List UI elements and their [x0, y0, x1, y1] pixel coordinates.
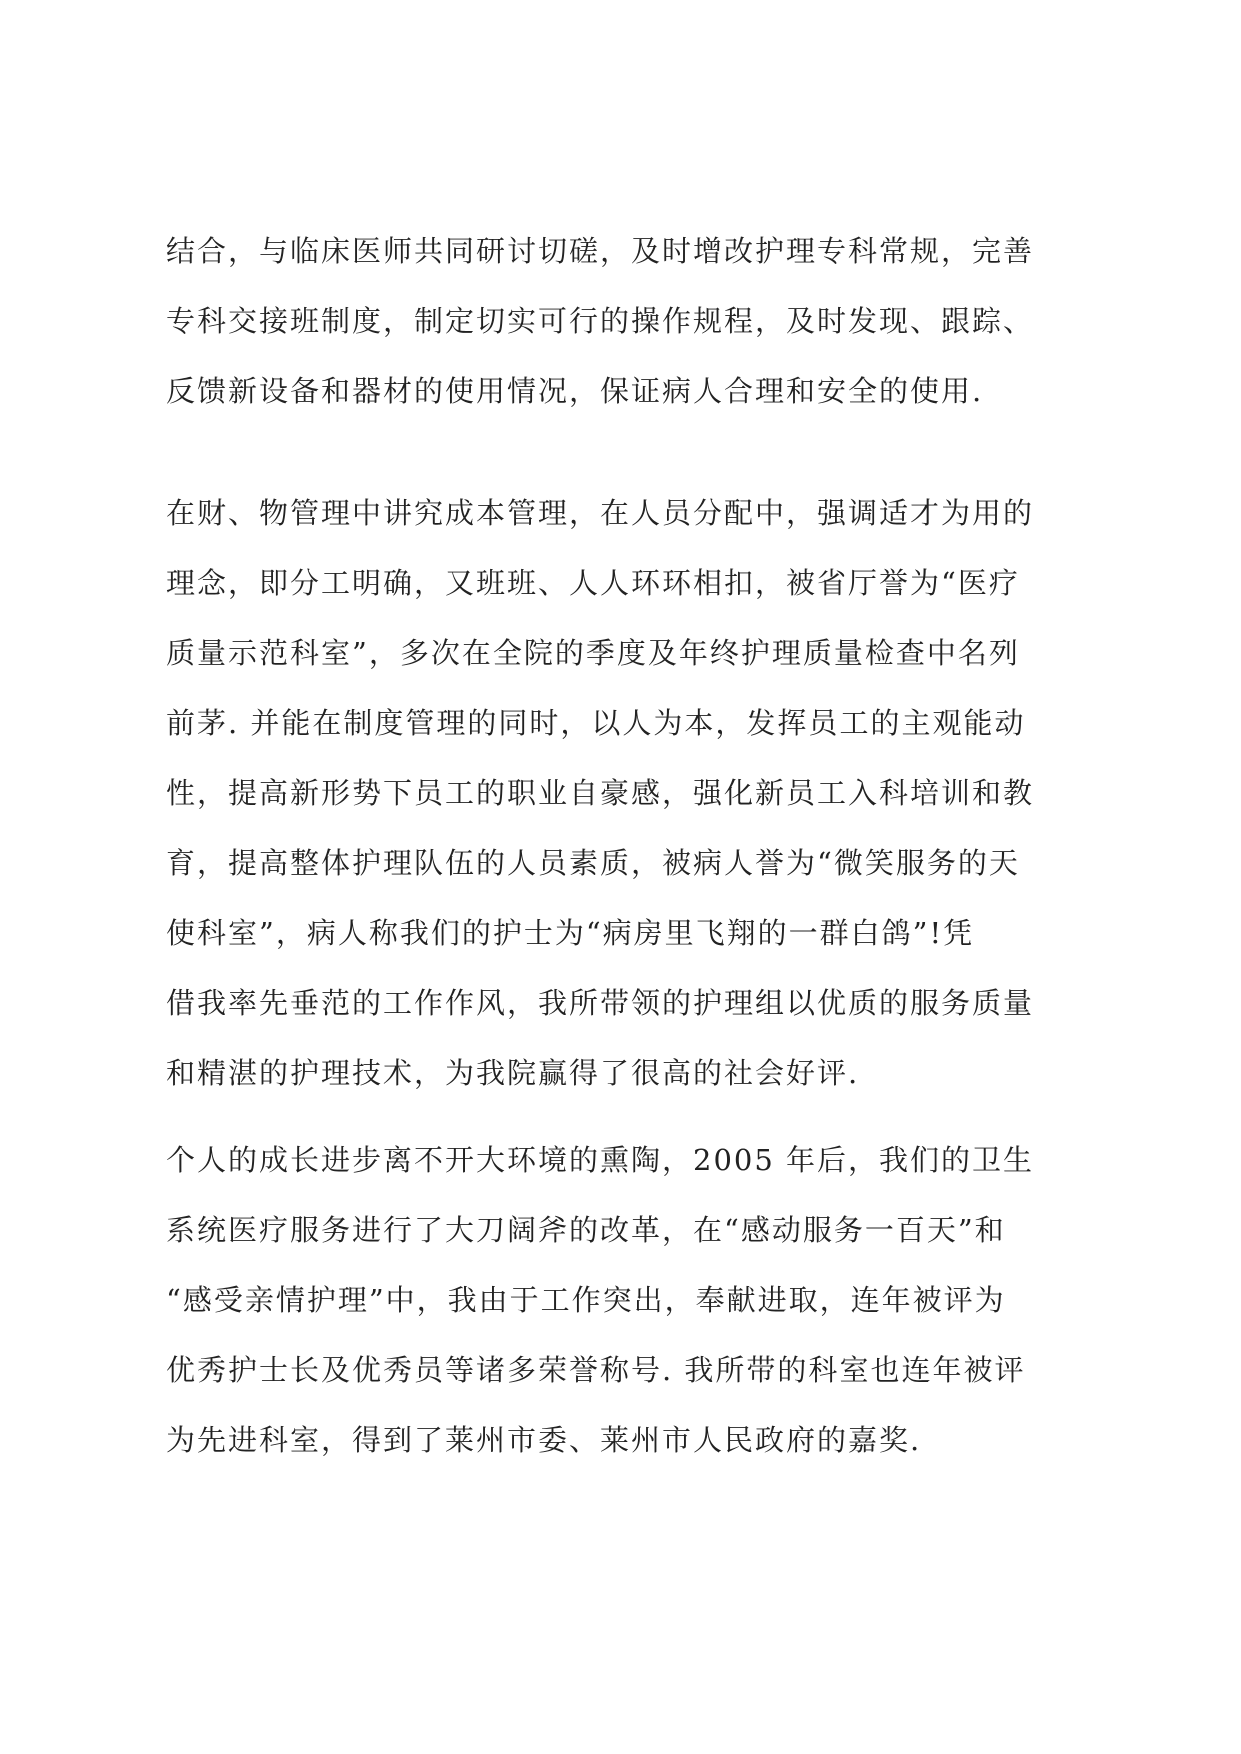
text-line: 专科交接班制度，制定切实可行的操作规程，及时发现、跟踪、	[166, 304, 1035, 338]
text-line: 为先进科室，得到了莱州市委、莱州市人民政府的嘉奖.	[166, 1423, 922, 1457]
paragraph-2	[166, 478, 1096, 1108]
text-line: 质量示范科室”，多次在全院的季度及年终护理质量检查中名列	[166, 636, 1020, 670]
text-line: 使科室”，病人称我们的护士为“病房里飞翔的一群白鸽”!凭	[166, 916, 975, 950]
text-line: 借我率先垂范的工作作风，我所带领的护理组以优质的服务质量	[166, 986, 1035, 1020]
paragraph-3	[166, 1125, 1096, 1475]
text-line: 个人的成长进步离不开大环境的熏陶，2005 年后，我们的卫生	[166, 1143, 1035, 1177]
text-line: 结合，与临床医师共同研讨切磋，及时增改护理专科常规，完善	[166, 234, 1035, 268]
text-line: 反馈新设备和器材的使用情况，保证病人合理和安全的使用.	[166, 374, 984, 408]
text-line: 性，提高新形势下员工的职业自豪感，强化新员工入科培训和教	[166, 776, 1035, 810]
text-line: 优秀护士长及优秀员等诸多荣誉称号. 我所带的科室也连年被评	[166, 1353, 1026, 1387]
text-line: 前茅. 并能在制度管理的同时，以人为本，发挥员工的主观能动	[166, 706, 1026, 740]
text-line: 在财、物管理中讲究成本管理，在人员分配中，强调适才为用的	[166, 496, 1035, 530]
text-line: 理念，即分工明确，又班班、人人环环相扣，被省厅誉为“医疗	[166, 566, 1020, 600]
paragraph-1	[166, 216, 1096, 426]
text-line: “感受亲情护理”中，我由于工作突出，奉献进取，连年被评为	[166, 1283, 1006, 1317]
text-line: 育，提高整体护理队伍的人员素质，被病人誉为“微笑服务的天	[166, 846, 1020, 880]
text-line: 系统医疗服务进行了大刀阔斧的改革，在“感动服务一百天”和	[166, 1213, 1006, 1247]
text-line: 和精湛的护理技术，为我院赢得了很高的社会好评.	[166, 1056, 860, 1090]
